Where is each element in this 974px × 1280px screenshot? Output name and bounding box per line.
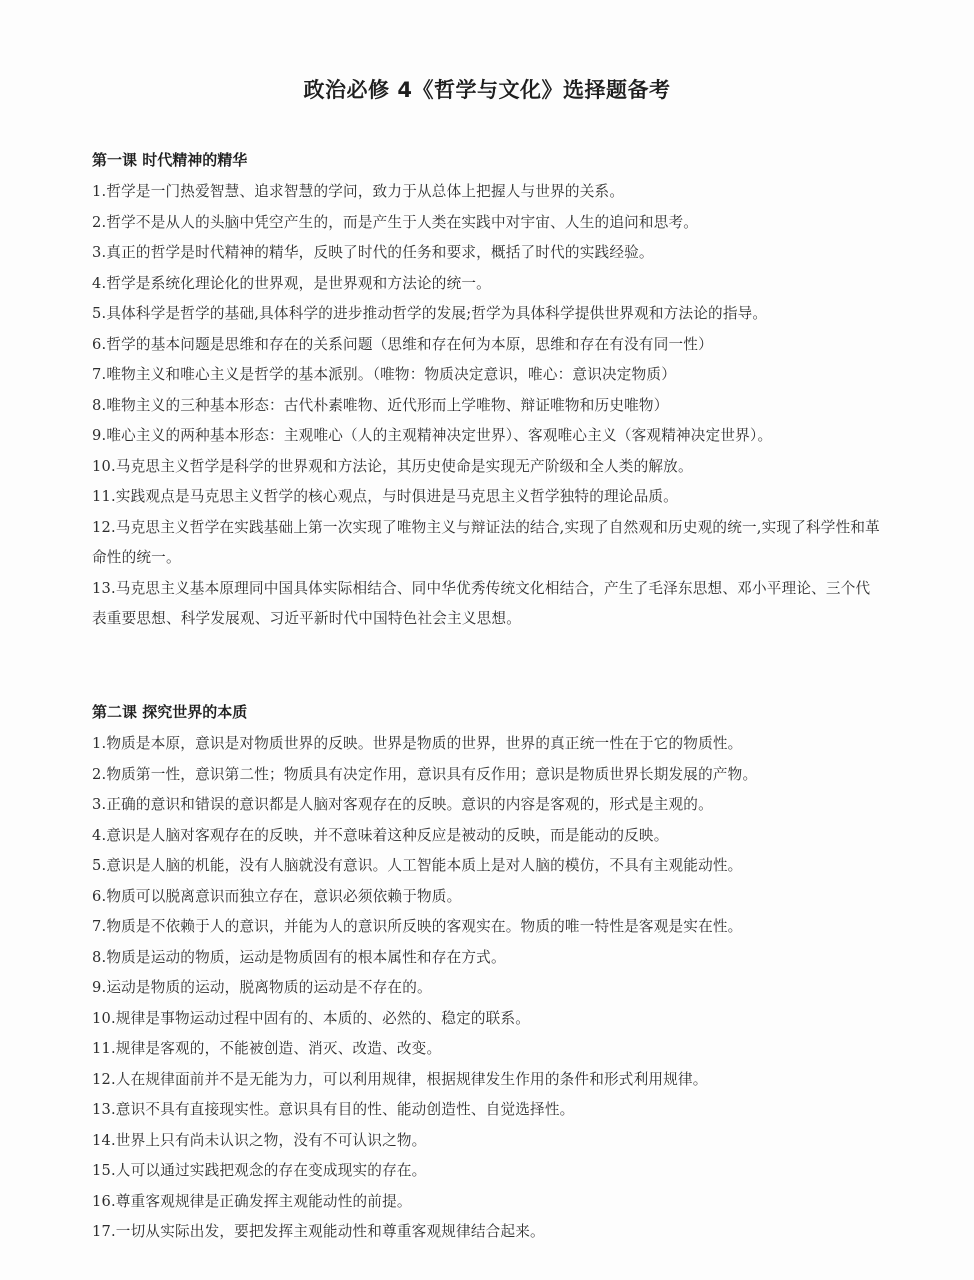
section-heading: 第二课 探究世界的本质: [92, 703, 248, 721]
list-item: 3.真正的哲学是时代精神的精华，反映了时代的任务和要求，概括了时代的实践经验。: [92, 244, 654, 261]
section-heading: 第一课 时代精神的精华: [92, 151, 248, 169]
list-item: 13.意识不具有直接现实性。意识具有目的性、能动创造性、自觉选择性。: [92, 1101, 575, 1118]
list-item: 5.意识是人脑的机能，没有人脑就没有意识。人工智能本质上是对人脑的模仿，不具有主观能动性。: [92, 857, 743, 874]
document-title: 政治必修 4《哲学与文化》选择题备考: [303, 78, 671, 102]
list-item: 8.物质是运动的物质，运动是物质固有的根本属性和存在方式。: [92, 948, 506, 966]
list-item: 11.规律是客观的，不能被创造、消灭、改造、改变。: [92, 1040, 442, 1057]
list-item: 11.实践观点是马克思主义哲学的核心观点，与时俱进是马克思主义哲学独特的理论品质。: [92, 488, 678, 505]
list-item: 6.哲学的基本问题是思维和存在的关系问题（思维和存在何为本原，思维和存在有没有同一性）: [92, 335, 713, 353]
list-item: 17.一切从实际出发，要把发挥主观能动性和尊重客观规律结合起来。: [92, 1223, 545, 1240]
list-item: 9.运动是物质的运动，脱离物质的运动是不存在的。: [92, 979, 432, 996]
list-item: 8.唯物主义的三种基本形态：古代朴素唯物、近代形而上学唯物、辩证唯物和历史唯物）: [92, 396, 669, 414]
list-item: 4.哲学是系统化理论化的世界观，是世界观和方法论的统一。: [92, 274, 491, 292]
list-item: 10.规律是事物运动过程中固有的、本质的、必然的、稳定的联系。: [92, 1009, 531, 1027]
list-item: 9.唯心主义的两种基本形态：主观唯心（人的主观精神决定世界）、客观唯心主义（客观精神决定世界）。: [92, 427, 773, 444]
list-item: 1.物质是本原，意识是对物质世界的反映。世界是物质的世界，世界的真正统一性在于它的物质性。: [92, 735, 743, 752]
section-lesson-1: [92, 148, 892, 635]
list-item: 7.唯物主义和唯心主义是哲学的基本派别。（唯物：物质决定意识，唯心：意识决定物质）: [92, 366, 676, 383]
list-item: 2.哲学不是从人的头脑中凭空产生的，而是产生于人类在实践中对宇宙、人生的追问和思考。: [92, 213, 699, 231]
list-item: 16.尊重客观规律是正确发挥主观能动性的前提。: [92, 1192, 412, 1210]
list-item: 2.物质第一性，意识第二性；物质具有决定作用，意识具有反作用；意识是物质世界长期发展的产物。: [92, 765, 758, 783]
list-item: 6.物质可以脱离意识而独立存在，意识必须依赖于物质。: [92, 887, 462, 905]
list-item: 1.哲学是一门热爱智慧、追求智慧的学问，致力于从总体上把握人与世界的关系。: [92, 183, 625, 200]
list-item: 14.世界上只有尚未认识之物，没有不可认识之物。: [92, 1131, 427, 1149]
section-lesson-2: [92, 700, 892, 1248]
list-item: 5.具体科学是哲学的基础,具体科学的进步推动哲学的发展;哲学为具体科学提供世界观和方法论的指导。: [92, 305, 768, 322]
list-item: 7.物质是不依赖于人的意识，并能为人的意识所反映的客观实在。物质的唯一特性是客观是实在性。: [92, 918, 743, 935]
list-item: 12.马克思主义哲学在实践基础上第一次实现了唯物主义与辩证法的结合,实现了自然观和历史观的统一,实现了科学性和革命性的统一。: [92, 518, 880, 566]
list-item: 12.人在规律面前并不是无能为力，可以利用规律，根据规律发生作用的条件和形式利用规律。: [92, 1070, 708, 1088]
item-list: [92, 177, 892, 635]
item-list: [92, 729, 892, 1248]
list-item: 4.意识是人脑对客观存在的反映，并不意味着这种反应是被动的反映，而是能动的反映。: [92, 826, 669, 844]
list-item: 3.正确的意识和错误的意识都是人脑对客观存在的反映。意识的内容是客观的，形式是主观的。: [92, 796, 713, 813]
list-item: 15.人可以通过实践把观念的存在变成现实的存在。: [92, 1162, 427, 1179]
list-item: 10.马克思主义哲学是科学的世界观和方法论，其历史使命是实现无产阶级和全人类的解放。: [92, 457, 693, 475]
list-item: 13.马克思主义基本原理同中国具体实际相结合、同中华优秀传统文化相结合，产生了毛泽东思想、邓小平理论、三个代表重要思想、科学发展观、习近平新时代中国特色社会主义思想。: [92, 579, 871, 627]
